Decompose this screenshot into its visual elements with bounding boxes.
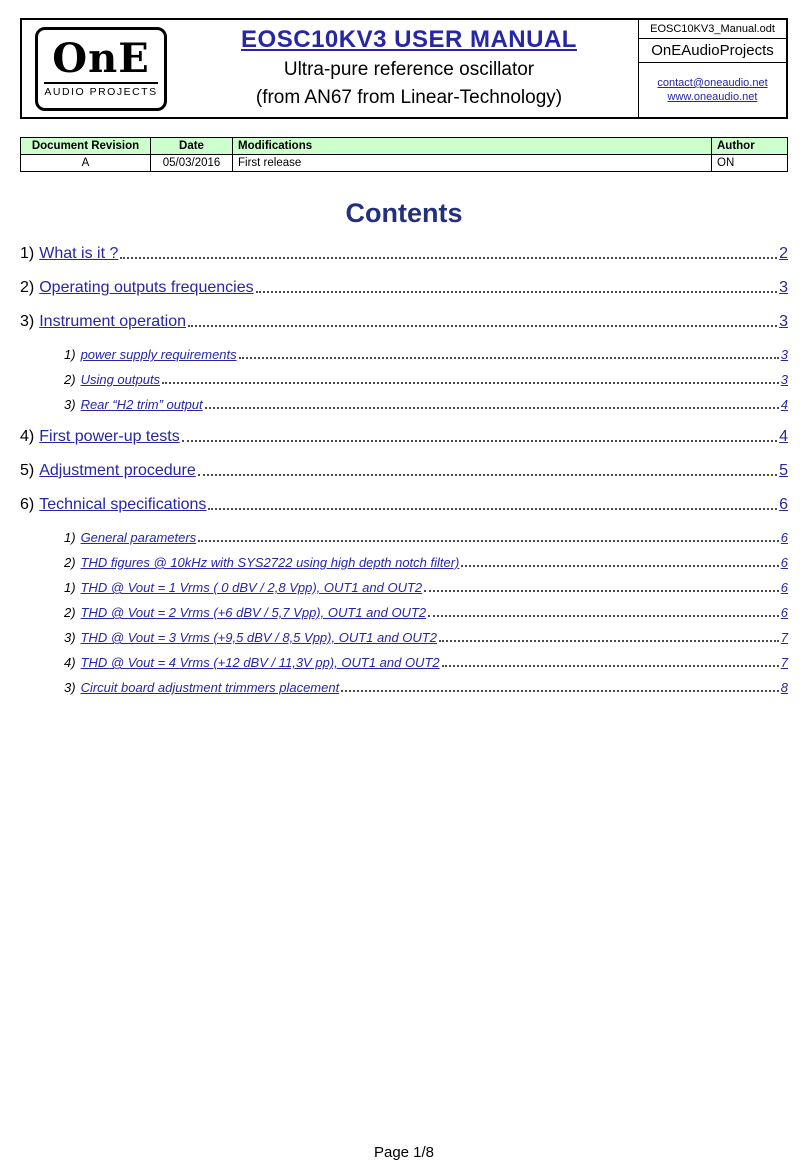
toc-dot-leader <box>198 540 779 542</box>
toc-entry-number: 2) <box>64 372 76 387</box>
toc-dot-leader <box>424 590 779 592</box>
toc-entry-number: 1) <box>64 530 76 545</box>
revision-header-document-revision: Document Revision <box>21 138 151 155</box>
toc-link[interactable]: Technical specifications <box>39 496 207 513</box>
toc-page-number[interactable]: 6 <box>780 580 788 595</box>
toc-entry-number: 2) <box>64 555 76 570</box>
toc-page-number[interactable]: 3 <box>779 279 788 296</box>
logo-text: OnE <box>52 35 150 82</box>
toc-link[interactable]: THD @ Vout = 3 Vrms (+9,5 dBV / 8,5 Vpp), OUT1 and OUT2 <box>80 630 437 645</box>
toc-link[interactable]: Rear “H2 trim” output <box>80 397 203 412</box>
logo-subtext: AUDIO PROJECTS <box>44 82 157 98</box>
toc-entry-number: 4) <box>20 428 35 445</box>
toc-entry <box>20 245 788 263</box>
toc-page-number[interactable]: 6 <box>780 605 788 620</box>
revision-cell-date: 05/03/2016 <box>151 155 233 172</box>
toc-page-number[interactable]: 3 <box>780 372 788 387</box>
toc-page-number[interactable]: 3 <box>779 313 788 330</box>
toc-entry-number: 3) <box>64 630 76 645</box>
toc-link[interactable]: What is it ? <box>39 245 119 262</box>
doc-subtitle-1: Ultra-pure reference oscillator <box>283 59 535 80</box>
doc-title: EOSC10KV3 USER MANUAL <box>241 26 577 53</box>
header-table <box>20 18 788 119</box>
toc-entry-number: 3) <box>20 313 35 330</box>
revision-cell-modifications: First release <box>233 155 712 172</box>
toc-dot-leader <box>182 440 777 442</box>
toc-link[interactable]: power supply requirements <box>80 347 237 362</box>
contact-links <box>639 63 786 117</box>
toc-link[interactable]: Instrument operation <box>39 313 186 330</box>
toc <box>20 245 788 695</box>
toc-link[interactable]: THD @ Vout = 1 Vrms ( 0 dBV / 2,8 Vpp), OUT1 and OUT2 <box>80 580 423 595</box>
toc-entry-number: 3) <box>64 680 76 695</box>
toc-dot-leader <box>428 615 779 617</box>
toc-entry-number: 3) <box>64 397 76 412</box>
toc-entry <box>20 680 788 695</box>
toc-entry-number: 6) <box>20 496 35 513</box>
toc-entry-number: 5) <box>20 462 35 479</box>
revision-table <box>20 137 788 172</box>
revision-table-row <box>21 155 788 172</box>
toc-page-number[interactable]: 5 <box>779 462 788 479</box>
toc-entry-number: 4) <box>64 655 76 670</box>
toc-dot-leader <box>239 357 779 359</box>
toc-entry <box>20 630 788 645</box>
toc-entry-number: 1) <box>20 245 35 262</box>
toc-entry <box>20 347 788 362</box>
toc-link[interactable]: Using outputs <box>80 372 161 387</box>
toc-entry <box>20 428 788 446</box>
toc-dot-leader <box>208 508 777 510</box>
title-cell <box>180 20 638 117</box>
toc-entry-number: 1) <box>64 580 76 595</box>
toc-page-number[interactable]: 7 <box>780 655 788 670</box>
toc-link[interactable]: General parameters <box>80 530 197 545</box>
page-footer: Page 1/8 <box>373 1144 435 1161</box>
revision-table-header-row <box>21 138 788 155</box>
toc-dot-leader <box>205 407 779 409</box>
toc-page-number[interactable]: 8 <box>780 680 788 695</box>
toc-page-number[interactable]: 6 <box>780 555 788 570</box>
toc-entry <box>20 462 788 480</box>
toc-link[interactable]: Adjustment procedure <box>39 462 196 479</box>
doc-subtitle-2: (from AN67 from Linear-Technology) <box>255 86 563 108</box>
toc-entry <box>20 580 788 595</box>
header-right-column <box>638 20 786 117</box>
toc-dot-leader <box>198 474 777 476</box>
contents-heading: Contents <box>345 198 463 228</box>
toc-link[interactable]: THD @ Vout = 4 Vrms (+12 dBV / 11,3V pp), OUT1 and OUT2 <box>80 655 440 670</box>
toc-page-number[interactable]: 4 <box>779 428 788 445</box>
toc-page-number[interactable]: 6 <box>780 530 788 545</box>
toc-link[interactable]: Circuit board adjustment trimmers placement <box>80 680 340 695</box>
logo <box>35 27 167 111</box>
toc-link[interactable]: Operating outputs frequencies <box>39 279 254 296</box>
revision-header-modifications: Modifications <box>233 138 712 155</box>
toc-dot-leader <box>439 640 779 642</box>
toc-page-number[interactable]: 4 <box>780 397 788 412</box>
toc-link[interactable]: THD @ Vout = 2 Vrms (+6 dBV / 5,7 Vpp), OUT1 and OUT2 <box>80 605 427 620</box>
toc-entry-number: 1) <box>64 347 76 362</box>
toc-page-number[interactable]: 6 <box>779 496 788 513</box>
toc-entry <box>20 655 788 670</box>
toc-entry <box>20 530 788 545</box>
toc-page-number[interactable]: 2 <box>779 245 788 262</box>
toc-dot-leader <box>188 325 777 327</box>
toc-dot-leader <box>120 257 777 259</box>
toc-entry <box>20 605 788 620</box>
toc-dot-leader <box>162 382 779 384</box>
email-link[interactable]: contact@oneaudio.net <box>657 77 768 89</box>
file-name: EOSC10KV3_Manual.odt <box>639 20 786 39</box>
toc-dot-leader <box>256 291 778 293</box>
toc-entry <box>20 279 788 297</box>
toc-dot-leader <box>442 665 779 667</box>
toc-entry <box>20 555 788 570</box>
toc-dot-leader <box>341 690 779 692</box>
toc-link[interactable]: THD figures @ 10kHz with SYS2722 using high depth notch filter) <box>80 555 460 570</box>
revision-header-date: Date <box>151 138 233 155</box>
revision-header-author: Author <box>712 138 788 155</box>
toc-page-number[interactable]: 7 <box>780 630 788 645</box>
toc-link[interactable]: First power-up tests <box>39 428 180 445</box>
toc-entry-number: 2) <box>64 605 76 620</box>
toc-entry <box>20 496 788 514</box>
logo-cell <box>22 20 180 117</box>
revision-cell-author: ON <box>712 155 788 172</box>
toc-entry-number: 2) <box>20 279 35 296</box>
toc-entry <box>20 313 788 331</box>
toc-page-number[interactable]: 3 <box>780 347 788 362</box>
revision-cell-revision: A <box>21 155 151 172</box>
toc-entry <box>20 372 788 387</box>
toc-entry <box>20 397 788 412</box>
org-name: OnEAudioProjects <box>639 39 786 63</box>
website-link[interactable]: www.oneaudio.net <box>667 91 758 103</box>
toc-dot-leader <box>461 565 778 567</box>
